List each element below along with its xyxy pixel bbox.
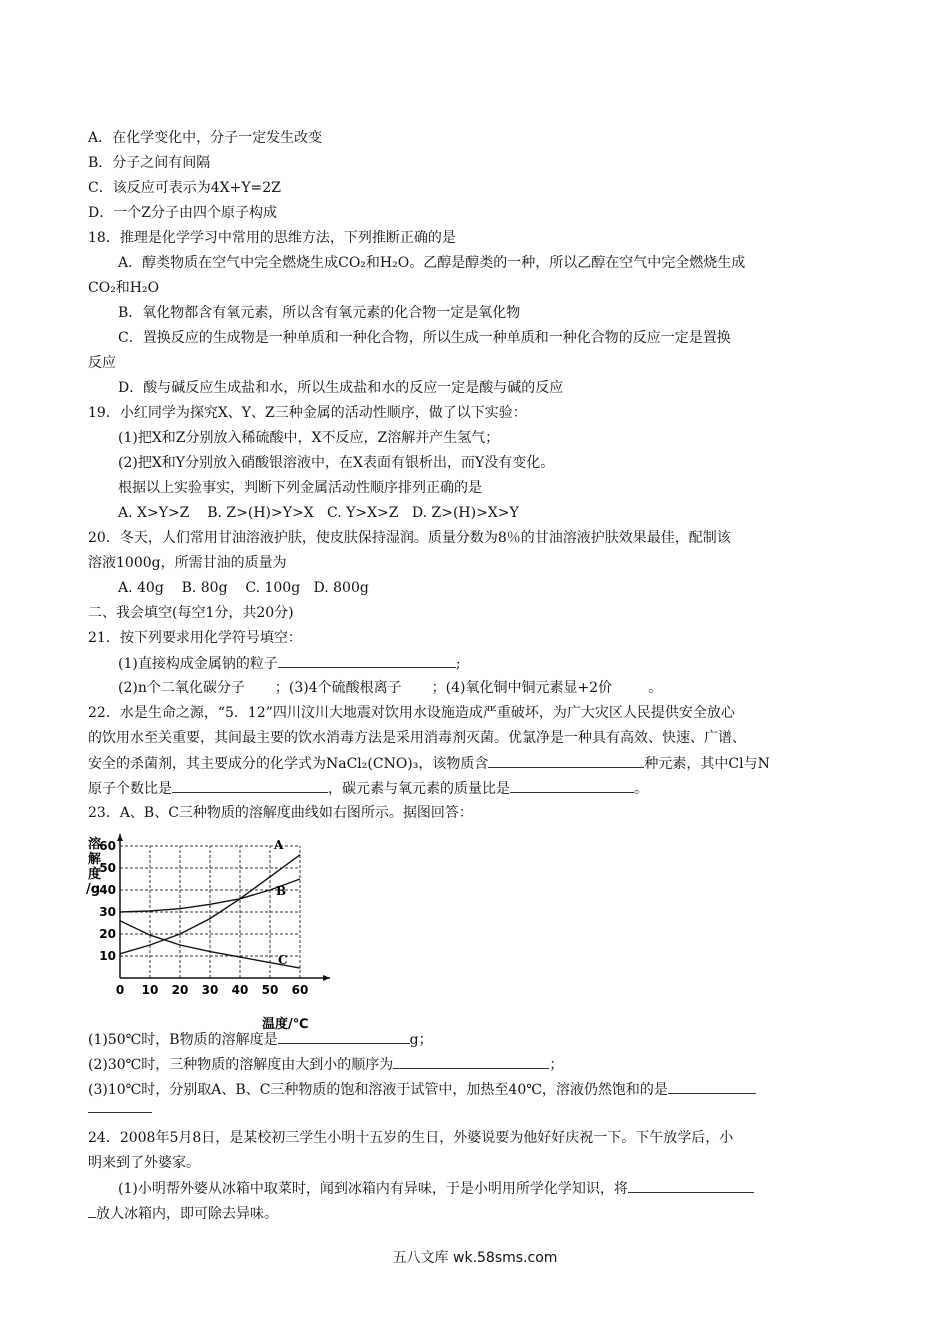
q23-part-1a: (1)50℃时，B物质的溶解度是 (88, 1032, 278, 1048)
y-tick-label: 50 (99, 861, 116, 875)
footer-watermark: 五八文库 wk.58sms.com (392, 1250, 558, 1266)
y-tick-label: 20 (99, 927, 116, 941)
y-tick-label: 60 (99, 839, 116, 853)
x-tick-label: 20 (171, 983, 189, 997)
q20-options: A. 40g B. 80g C. 100g D. 800g (118, 580, 369, 596)
q22-line-2: 的饮用水至关重要，其间最主要的饮水消毒方法是采用消毒剂灭菌。优氯净是一种具有高效、快速、广谱、 (88, 730, 746, 746)
q23-part-3 (88, 1079, 756, 1100)
q21-part-1-text: (1)直接构成金属钠的粒子 (118, 656, 278, 672)
answer-blank[interactable] (172, 778, 328, 793)
q22-line-4b: ，碳元素与氧元素的质量比是 (328, 781, 510, 797)
y-axis-arrow (117, 834, 123, 841)
q18-option-c-cont: 反应 (88, 355, 116, 371)
q22-line-1: 22．水是生命之源，“5．12”四川汶川大地震对饮用水设施造成严重破坏，为广大灾区人民提供安全放心 (88, 705, 735, 721)
q24-line-3-text: (1)小明帮外婆从冰箱中取菜时，闻到冰箱内有异味，于是小明用所学化学知识，将 (118, 1181, 628, 1197)
q24-line-2: 明来到了外婆家。 (88, 1155, 200, 1171)
q18-option-d: D．酸与碱反应生成盐和水，所以生成盐和水的反应一定是酸与碱的反应 (118, 380, 564, 396)
q19-experiment-2: (2)把X和Y分别放入硝酸银溶液中，在X表面有银析出，而Y没有变化。 (118, 455, 555, 471)
q18-option-a: A．醇类物质在空气中完全燃烧生成CO₂和H₂O。乙醇是醇类的一种，所以乙醇在空气中完全燃烧生成 (118, 255, 746, 271)
q19-experiment-1: (1)把X和Z分别放入稀硫酸中，X不反应，Z溶解并产生氢气； (118, 430, 500, 446)
x-tick-label: 10 (141, 983, 159, 997)
q22-line-3b: 种元素，其中Cl与N (644, 756, 770, 772)
q17-option-a: A．在化学变化中，分子一定发生改变 (88, 130, 323, 146)
answer-blank[interactable] (488, 753, 644, 768)
q23-part-2a: (2)30℃时，三种物质的溶解度由大到小的顺序为 (88, 1057, 394, 1073)
chart-grid (120, 846, 300, 978)
q19-question: 根据以上实验事实，判断下列金属活动性顺序排列正确的是 (118, 480, 482, 496)
q23-stem: 23．A、B、C三种物质的溶解度曲线如右图所示。据图回答： (88, 805, 473, 821)
q21-part-2a: (2)n个二氧化碳分子 (118, 680, 245, 696)
q23-part-3-text: (3)10℃时，分别取A、B、C三种物质的饱和溶液于试管中，加热至40℃，溶液仍然饱和的是 (88, 1082, 668, 1098)
q21-stem: 21．按下列要求用化学符号填空： (88, 630, 302, 646)
q18-option-b: B．氧化物都含有氧元素，所以含有氧元素的化合物一定是氧化物 (118, 305, 521, 321)
q21-part-2 (118, 678, 662, 698)
x-tick-label: 60 (291, 983, 309, 997)
series-label-C: C (278, 953, 288, 968)
section-heading: 二、我会填空(每空1分，共20分) (88, 605, 294, 621)
q22-line-4c: 。 (634, 781, 648, 797)
y-tick-label: 30 (99, 905, 116, 919)
answer-blank[interactable] (88, 1112, 152, 1113)
q21-part-2d: 。 (648, 680, 663, 696)
q22-line-4a: 原子个数比是 (88, 781, 172, 797)
x-tick-label: 0 (115, 983, 125, 997)
q21-part-1: (1)直接构成金属钠的粒子 ; (118, 653, 461, 674)
q22-line-3a: 安全的杀菌剂，其主要成分的化学式为NaCl₂(CNO)₃，该物质含 (88, 756, 489, 772)
q20-line-1: 20．冬天，人们常用甘油溶液护肤，使皮肤保持湿润。质量分数为8％的甘油溶液护肤效果最佳，配制该 (88, 530, 731, 546)
solubility-chart (86, 832, 348, 1032)
series-label-B: B (276, 884, 287, 898)
y-tick-label: 40 (99, 883, 116, 897)
x-tick-label: 40 (231, 983, 249, 997)
q19-options: A. X>Y>Z B. Z>(H)>Y>X C. Y>X>Z D. Z>(H)>X>Y (118, 505, 519, 521)
x-axis-arrow (323, 975, 330, 981)
q18-stem: 18．推理是化学学习中常用的思维方法，下列推断正确的是 (88, 230, 456, 246)
q23-part-2b: ； (549, 1057, 564, 1073)
answer-blank[interactable] (628, 1178, 754, 1193)
x-tick-label: 30 (201, 983, 219, 997)
q21-part-2c: ；(4)氧化铜中铜元素显+2价 (431, 680, 613, 696)
q22-line-3 (88, 753, 770, 774)
q23-part-1b: g； (409, 1032, 433, 1048)
y-axis-label-part: 解 (88, 852, 102, 867)
answer-blank[interactable] (88, 1203, 96, 1218)
q23-part-2 (88, 1054, 563, 1075)
answer-blank[interactable] (393, 1054, 549, 1069)
q17-option-d: D．一个Z分子由四个原子构成 (88, 205, 277, 221)
y-axis-label-part: 度 (88, 867, 102, 882)
chart-ticks (99, 839, 308, 997)
answer-blank[interactable] (278, 1029, 410, 1044)
x-axis-label: 温度/℃ (262, 1017, 309, 1032)
q24-line-4-text: 放人冰箱内，即可除去异味。 (96, 1206, 278, 1222)
answer-blank[interactable] (510, 778, 634, 793)
answer-blank[interactable] (668, 1079, 756, 1094)
q18-option-c: C．置换反应的生成物是一种单质和一种化合物，所以生成一种单质和一种化合物的反应一定是置换 (118, 330, 731, 346)
q21-part-2b: ；(3)4个硫酸根离子 (274, 680, 402, 696)
q20-line-2: 溶液1000g，所需甘油的质量为 (88, 555, 287, 571)
answer-blank[interactable] (278, 653, 456, 668)
q17-option-b: B．分子之间有间隔 (88, 155, 211, 171)
q24-line-4 (88, 1203, 278, 1224)
series-label-A: A (274, 837, 284, 852)
q19-stem: 19．小红同学为探究X、Y、Z三种金属的活动性顺序，做了以下实验： (88, 405, 527, 421)
q24-line-1: 24．2008年5月8日，是某校初三学生小明十五岁的生日，外婆说要为他好好庆祝一下。下午放学后，小 (88, 1130, 734, 1146)
y-tick-label: 10 (99, 949, 116, 963)
y-axis-label-part: /g (86, 882, 101, 897)
q24-line-3 (118, 1178, 754, 1199)
x-tick-label: 50 (261, 983, 279, 997)
q17-option-c: C．该反应可表示为4X+Y=2Z (88, 180, 281, 196)
y-axis-label (86, 836, 102, 897)
q18-option-a-cont: CO₂和H₂O (88, 280, 160, 296)
q22-line-4 (88, 778, 648, 799)
y-axis-label-part: 溶 (88, 837, 102, 852)
q23-part-1 (88, 1029, 433, 1050)
